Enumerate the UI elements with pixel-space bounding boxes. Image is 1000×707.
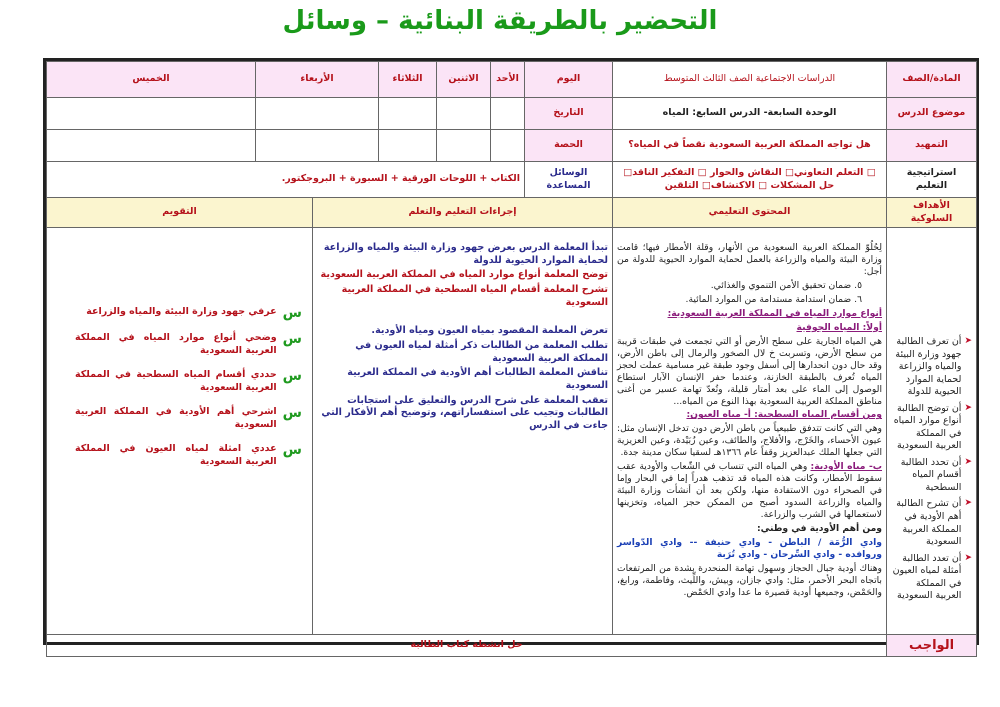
date-cell-monday <box>437 98 491 130</box>
aids-value: الكتاب + اللوحات الورقية + السبورة + البروجكتور. <box>47 162 525 198</box>
content-groundwater-text: هي المياه الجارية على سطح الأرض أو التي تجمعت في طبقات قريبة من سطح الأرض، وتسربت خ لال الصخور والرمال إلى باطن الأرض، وقد حال دون انحدارها إلى أسفل وجود طبقة غير مسامية عملت لحجز المياه تُعرف بالطبقة الخازنة، وعندما حفر الإنسان الآبار استطاع الوصول إلى الماء على بعد أمتار قليلة، وتُعدّ تهامة عسير من أغنى مناطق المملكة العربية السعودية بهذا النوع من المياه... <box>617 335 882 407</box>
strategy-value: □ التعلم التعاوني□ النقاش والحوار □ التفكير الناقد□ حل المشكلات □ الاكتشاف□ التلقين <box>613 162 887 198</box>
subject-label: المادة/الصف <box>887 62 977 98</box>
objective-item: ➤ أن تعرف الطالبة جهود وزارة البيئة والمياه والزراعة لحماية الموارد الحيوية للدولة <box>895 336 972 398</box>
lesson-plan-table <box>46 61 977 657</box>
bullet-arrow-icon: ➤ <box>964 552 972 563</box>
content-heading-water-types: أنواع موارد المياه في المملكة العربية السعودية: <box>667 307 882 319</box>
content-valleys-list: وادي الرُّمَة / الباطن - وادي حنيفة -- وادي الدّواسر وروافده - وادي السِّرحان - وادي تُرَبة <box>617 536 882 560</box>
evaluation-item: س وضحي أنواع موارد المياه في المملكة العربية السعودية <box>75 331 302 356</box>
page-title: التحضير بالطريقة البنائية – وسائل <box>282 6 718 36</box>
objective-item: ➤ أن تعدد الطالبة أمثلة لمياه العيون في المملكة العربية السعودية <box>892 552 972 602</box>
lesson-plan-frame <box>43 58 979 654</box>
day-label: اليوم <box>525 62 613 98</box>
day-monday: الاثنين <box>437 62 491 98</box>
date-cell-sunday <box>491 98 525 130</box>
homework-value: حل انشطة كتاب الطالبة <box>47 635 887 657</box>
content-springs-text: وهي التي كانت تتدفق طبيعياً من باطن الأرض دون تدخل الإنسان مثل: عيون الأحساء، والخَرْج، والأفلاج، والطائف، وعين زُبَيْدة، وعين العزيزية التي جعلها الملك عبدالعزيز وقفاً عام ١٣٦٦هـ لسقيا سكان مدينة جدة. <box>617 423 882 459</box>
lesson-topic-value: الوحدة السابعة- الدرس السابع: المياه <box>613 98 887 130</box>
procedure-step: تطلب المعلمة من الطالبات ذكر أمثلة لمياه العيون في المملكة العربية السعودية <box>355 340 608 364</box>
evaluation-item: س حددي أقسام المياه السطحية في المملكة العربية السعودية <box>75 368 302 393</box>
bullet-arrow-icon: ➤ <box>964 456 972 467</box>
homework-label: الواجب <box>887 635 977 657</box>
objectives-cell <box>887 228 977 635</box>
period-cell-sunday <box>491 130 525 162</box>
col-procedures-header: إجراءات التعليم والتعلم <box>313 198 613 228</box>
content-hijaz-valleys: وهناك أودية جبال الحجاز وسهول تهامة المنحدرة بشدة من المرتفعات باتجاه البحر الأحمر، مثل: وادي جازان، وبيش، واللِّيث، وفاطمة، ورابغ، والحَمْض، وجميعها أودية قصيرة ما عدا وادي الحَمْض. <box>617 562 882 598</box>
intro-value: هل تواجه المملكة العربية السعودية نقصاً في المياه؟ <box>613 130 887 162</box>
content-heading-groundwater: أولاً: المياه الجوفية <box>796 321 882 333</box>
evaluation-cell <box>47 228 313 635</box>
evaluation-item: س اشرحي أهم الأودية في المملكة العربية السعودية <box>75 405 302 430</box>
day-thursday: الخميس <box>47 62 256 98</box>
col-content-header: المحتوى التعليمي <box>613 198 887 228</box>
content-valleys-paragraph <box>617 461 882 521</box>
procedure-step: تعرض المعلمة المقصود بمياه العيون ومياه الأودية. <box>371 325 608 337</box>
period-cell-wednesday <box>256 130 379 162</box>
procedure-step: تعقب المعلمة على شرح الدرس والتعليق على استجابات الطالبات وتجيب على استفساراتهم، وتوضيح أهم الأفكار التي جاءت في الدرس <box>321 394 608 431</box>
evaluation-item: س عرفي جهود وزارة البيئة والمياه والزراعة <box>86 305 302 322</box>
subject-value: الدراسات الاجتماعية الصف الثالث المتوسط <box>613 62 887 98</box>
day-wednesday: الأربعاء <box>256 62 379 98</box>
day-sunday: الأحد <box>491 62 525 98</box>
objective-item: ➤ أن تشرح الطالبة أهم الأودية في المملكة العربية السعودية <box>896 498 972 548</box>
procedure-step: تشرح المعلمة أقسام المياه السطحية في المملكة العربية السعودية <box>341 284 608 308</box>
content-list-item: ٦. ضمان استدامة مستدامة من الموارد المائية. <box>685 293 862 305</box>
objective-item: ➤ أن تحدد الطالبة أقسام المياه السطحية <box>900 456 972 493</box>
date-label: التاريخ <box>525 98 613 130</box>
period-cell-thursday <box>47 130 256 162</box>
content-heading-springs: ومن أقسام المياه السطحية: أ- مياه العيون: <box>686 409 882 421</box>
bullet-arrow-icon: ➤ <box>964 336 972 347</box>
bullet-arrow-icon: ➤ <box>964 498 972 509</box>
date-cell-tuesday <box>379 98 437 130</box>
date-cell-thursday <box>47 98 256 130</box>
content-list-item: ٥. ضمان تحقيق الأمن التنموي والغذائي. <box>710 279 862 291</box>
evaluation-item: س عددي امثلة لمياه العيون في المملكة العربية السعودية <box>75 442 302 467</box>
period-label: الحصة <box>525 130 613 162</box>
question-mark-label: س <box>282 305 302 322</box>
content-cell <box>613 228 887 635</box>
period-cell-tuesday <box>379 130 437 162</box>
procedure-step: تبدأ المعلمة الدرس بعرض جهود وزارة البيئة والمياه والزراعة لحماية الموارد الحيوية للدولة <box>323 242 608 266</box>
content-valleys-text: وهي المياه التي تنساب في الشّعاب والأودية عقب سقوط الأمطار، وكانت هذه المياه قد تذهب هدراً إما في البحار وإما في الصحراء دون الاستفادة منها، ولكن بعد أن أنشأت وزارة البيئة والمياه والزراعة السدود أصبح من الممكن حجز المياه، وتخزينها لاستعمالها في الشرب والزراعة. <box>617 461 882 521</box>
objective-item: ➤ أن توضح الطالبة أنواع موارد المياه في المملكة العربية السعودية <box>893 402 972 452</box>
question-mark-label: س <box>282 331 302 348</box>
procedure-step: توضح المعلمة أنواع موارد المياه في المملكة العربية السعودية <box>320 269 608 281</box>
day-tuesday: الثلاثاء <box>379 62 437 98</box>
period-cell-monday <box>437 130 491 162</box>
col-evaluation-header: التقويم <box>47 198 313 228</box>
procedures-cell <box>313 228 613 635</box>
content-heading-valleys: ب- مياه الأودية: <box>810 461 883 473</box>
question-mark-label: س <box>282 368 302 385</box>
bullet-arrow-icon: ➤ <box>964 402 972 413</box>
content-intro: لِحُلُوّ المملكة العربية السعودية من الأنهار، وقلة الأمطار فيها؛ قامت وزارة البيئة والمياه والزراعة بالعمل لحماية الموارد الحيوية للدولة من أجل: <box>617 242 882 277</box>
strategy-label: استراتيجية التعليم <box>887 162 977 198</box>
procedure-step: تناقش المعلمة الطالبات أهم الأودية في المملكة العربية السعودية <box>347 367 608 391</box>
col-objectives-header: الأهداف السلوكية <box>887 198 977 228</box>
date-cell-wednesday <box>256 98 379 130</box>
intro-label: التمهيد <box>887 130 977 162</box>
content-valleys-intro: ومن أهم الأودية في وطني: <box>756 523 882 535</box>
question-mark-label: س <box>282 405 302 422</box>
question-mark-label: س <box>282 442 302 459</box>
lesson-topic-label: موضوع الدرس <box>887 98 977 130</box>
aids-label: الوسائل المساعدة <box>525 162 613 198</box>
